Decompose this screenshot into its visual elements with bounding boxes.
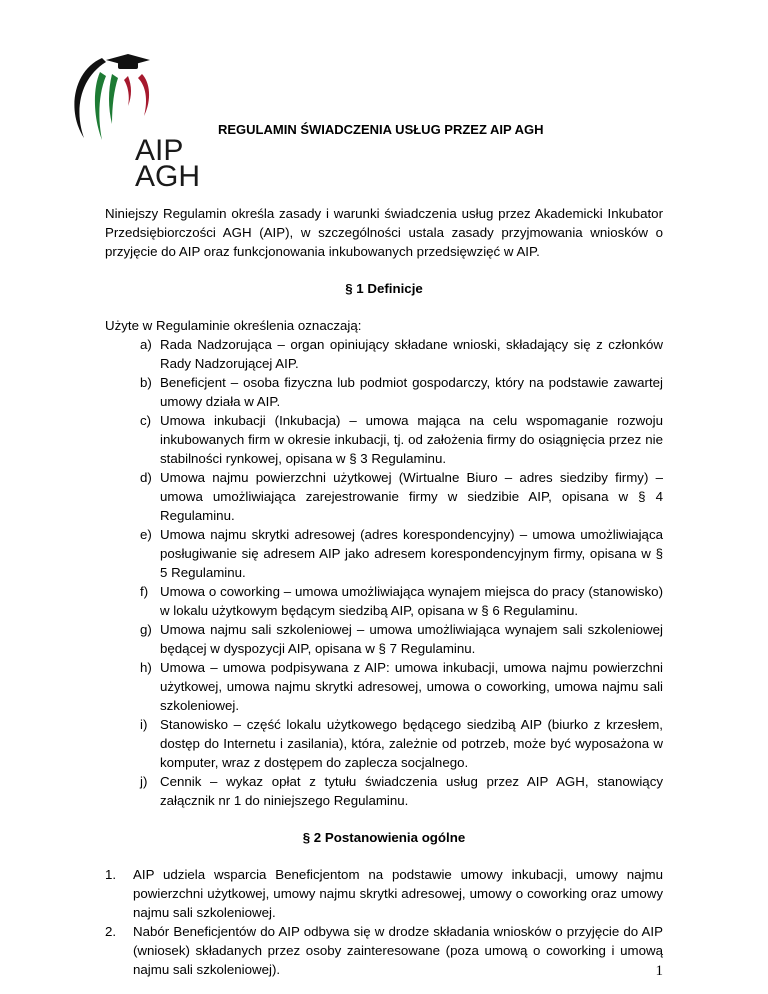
list-marker: g) [140, 622, 152, 637]
list-marker: f) [140, 584, 149, 599]
document-body [105, 204, 663, 979]
list-marker: 1. [105, 867, 117, 882]
list-item [105, 525, 663, 582]
graduation-cap-swoosh-icon [62, 40, 172, 140]
list-item-text: Umowa – umowa podpisywana z AIP: umowa inkubacji, umowa najmu powierzchni użytkowej, umowa najmu skrytki adresowej, umowa o coworking, umowa najmu sali szkoleniowej. [160, 660, 663, 713]
list-item [105, 922, 663, 979]
list-item [105, 373, 663, 411]
list-item-text: Umowa najmu skrytki adresowej (adres korespondencyjny) – umowa umożliwiająca posługiwanie się adresem AIP jako adresem korespondencyjnym firmy, opisana w § 5 Regulaminu. [160, 527, 663, 580]
list-marker: i) [140, 717, 148, 732]
list-item [105, 620, 663, 658]
list-item [105, 335, 663, 373]
list-item [105, 865, 663, 922]
list-item-text: Umowa najmu sali szkoleniowej – umowa umożliwiająca wynajem sali szkoleniowej będącej w dyspozycji AIP, opisana w § 7 Regulaminu. [160, 622, 663, 656]
general-provisions-list [105, 865, 663, 979]
list-marker: 2. [105, 924, 117, 939]
definitions-list [105, 335, 663, 810]
list-item-text: Umowa inkubacji (Inkubacja) – umowa mająca na celu wspomaganie rozwoju inkubowanych firm w okresie inkubacji, tj. od założenia firmy do osiągnięcia przez nie stabilności rynkowej, opisana w § 3 Regulaminu. [160, 413, 663, 466]
list-item [105, 411, 663, 468]
section-1-lead: Użyte w Regulaminie określenia oznaczają: [105, 318, 362, 333]
list-item-text: Beneficjent – osoba fizyczna lub podmiot gospodarczy, który na podstawie zawartej umowy działa w AIP. [160, 375, 663, 409]
list-item-text: Cennik – wykaz opłat z tytułu świadczenia usług przez AIP AGH, stanowiący załącznik nr 1 do niniejszego Regulaminu. [160, 774, 663, 808]
aip-agh-logo [62, 40, 201, 193]
list-item-text: AIP udziela wsparcia Beneficjentom na podstawie umowy inkubacji, umowy najmu powierzchni użytkowej, umowy najmu skrytki adresowej, umowy o coworking oraz umowy najmu sali szkoleniowej. [133, 867, 663, 920]
list-item [105, 658, 663, 715]
section-1-heading: § 1 Definicje [345, 281, 423, 296]
list-item-text: Rada Nadzorująca – organ opiniujący składane wnioski, składający się z członków Rady Nadzorującej AIP. [160, 337, 663, 371]
list-marker: h) [140, 660, 152, 675]
list-marker: c) [140, 413, 152, 428]
list-item-text: Nabór Beneficjentów do AIP odbywa się w drodze składania wniosków o przyjęcie do AIP (wniosek) składanych przez osoby zainteresowane (poza umową o coworking i umową najmu sali szkoleniowej). [133, 924, 663, 977]
list-item-text: Umowa o coworking – umowa umożliwiająca wynajem miejsca do pracy (stanowisko) w lokalu użytkowym będącym siedzibą AIP, opisana w § 6 Regulaminu. [160, 584, 663, 618]
list-item-text: Stanowisko – część lokalu użytkowego będącego siedzibą AIP (biurko z krzesłem, dostęp do Internetu i zasilania), która, zależnie od potrzeb, może być wyposażona w komputer, wraz z dostępem do zaplecza socjalnego. [160, 717, 663, 770]
list-marker: e) [140, 527, 152, 542]
list-item [105, 582, 663, 620]
list-item [105, 468, 663, 525]
list-item [105, 715, 663, 772]
list-marker: b) [140, 375, 152, 390]
logo-text-aip: AIP [135, 134, 184, 167]
intro-paragraph: Niniejszy Regulamin określa zasady i warunki świadczenia usług przez Akademicki Inkubator Przedsiębiorczości AGH (AIP), w szczególności ustala zasady przyjmowania wniosków o przyjęcie do AIP oraz funkcjonowania inkubowanych przedsięwzięć w AIP. [105, 206, 663, 259]
logo-text-agh: AGH [135, 160, 201, 193]
list-marker: d) [140, 470, 152, 485]
section-2-heading: § 2 Postanowienia ogólne [302, 830, 466, 845]
list-item [105, 772, 663, 810]
list-marker: j) [140, 774, 148, 789]
page-number: 1 [655, 963, 663, 979]
list-item-text: Umowa najmu powierzchni użytkowej (Wirtualne Biuro – adres siedziby firmy) – umowa umożliwiająca zarejestrowanie firmy w siedzibie AIP, opisana w § 4 Regulaminu. [160, 470, 663, 523]
list-marker: a) [140, 337, 152, 352]
document-title: REGULAMIN ŚWIADCZENIA USŁUG PRZEZ AIP AGH [218, 122, 544, 137]
